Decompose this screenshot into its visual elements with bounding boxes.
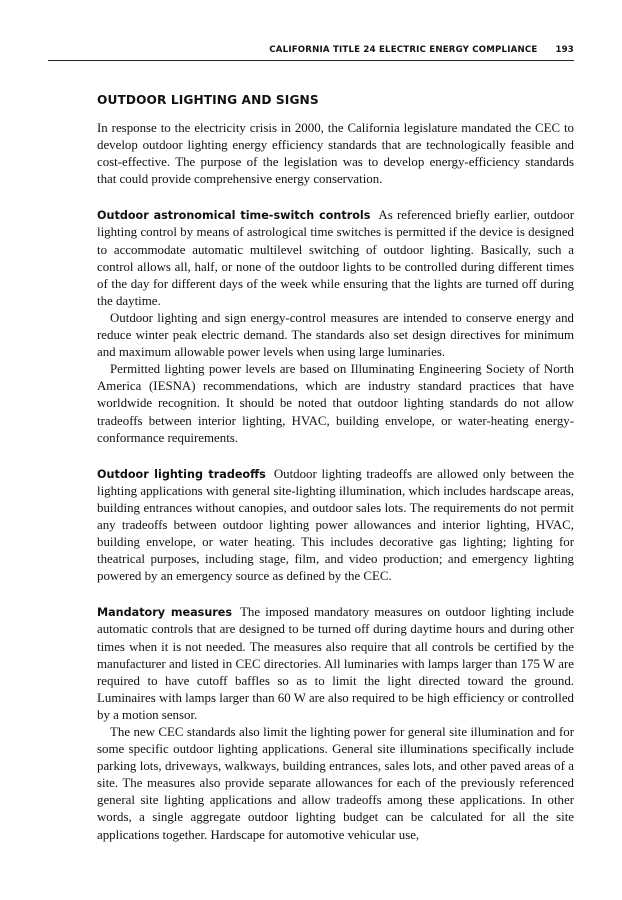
subsection-astronomical (97, 207, 574, 446)
mandatory-text-1: The imposed mandatory measures on outdoor lighting include automatic controls that are designed to be turned off during daytime hours and during other times when it is not needed. The measures also require that all controls be certified by the manufacturer and listed in CEC directories. All luminaries with lamps larger than 175 W are required to have cutoff baffles so as to limit the light directed toward the ground. Luminaires with lamps larger than 60 W are also required to be high efficiency or controlled by a motion sensor. (97, 605, 574, 722)
mandatory-paragraph-2: The new CEC standards also limit the lighting power for general site illumination and for some specific outdoor lighting applications. General site illuminations specifically include parking lots, driveways, walkways, building entrances, sales lots, and other paved areas of a site. The measures also provide separate allowances for each of the previously referenced general site lighting applications and allow tradeoffs among these applications. In other words, a single aggregate outdoor lighting budget can be calculated for all the site applications together. Hardscape for automotive vehicular use, (97, 725, 574, 842)
running-title: CALIFORNIA TITLE 24 ELECTRIC ENERGY COMPLIANCE (269, 45, 538, 55)
page-number: 193 (555, 45, 574, 55)
tradeoffs-text-1: Outdoor lighting tradeoffs are allowed only between the lighting applications with general site-lighting illumination, which includes hardscape areas, building entrances without canopies, and outdoor sales lots. The requirements do not permit any tradeoffs between outdoor lighting power allowances and interior lighting, HVAC, building envelope, or water heating. This includes decorative gas lighting; lighting for theatrical purposes, including stage, film, and video production; and emergency lighting powered by an emergency source as defined by the CEC. (97, 466, 575, 584)
subsection-tradeoffs (97, 466, 574, 586)
section-heading: OUTDOOR LIGHTING AND SIGNS (97, 93, 319, 107)
astronomical-paragraph-2: Outdoor lighting and sign energy-control measures are intended to conserve energy and reduce winter peak electric demand. The standards also set design directives for minimum and maximum allowable power levels when using large luminaries. (97, 310, 574, 360)
subsection-mandatory (97, 604, 574, 843)
running-header (48, 44, 574, 61)
astronomical-paragraph-1 (97, 207, 574, 310)
astronomical-paragraph-3: Permitted lighting power levels are based on Illuminating Engineering Society of North America (IESNA) recommendations, which are industry standard practices that have worldwide recognition. It should be noted that outdoor lighting standards do not allow tradeoffs between interior lighting, HVAC, building envelope, or water-heating energy-conformance requirements. (97, 362, 574, 445)
mandatory-paragraph-1 (97, 604, 574, 724)
mandatory-heading: Mandatory measures (97, 606, 233, 620)
tradeoffs-paragraph-1 (97, 466, 574, 586)
astronomical-heading: Outdoor astronomical time-switch controls (97, 209, 371, 223)
astronomical-text-1: As referenced briefly earlier, outdoor lighting control by means of astrological time switches is permitted if the device is designed to accommodate automatic multilevel switching of outdoor lighting. Basically, such a control allows all, half, or none of the outdoor lights to be controlled during different times of the day for different days of the week while ensuring that the lights are turned off during the daytime. (97, 208, 574, 308)
body-content (97, 91, 574, 844)
tradeoffs-heading: Outdoor lighting tradeoffs (97, 467, 266, 481)
intro-paragraph: In response to the electricity crisis in 2000, the California legislature mandated the CEC to develop outdoor lighting energy efficiency standards that are technologically feasible and cost-effective. The purpose of the legislation was to develop energy-efficiency standards that could provide comprehensive energy conservation. (97, 121, 574, 187)
